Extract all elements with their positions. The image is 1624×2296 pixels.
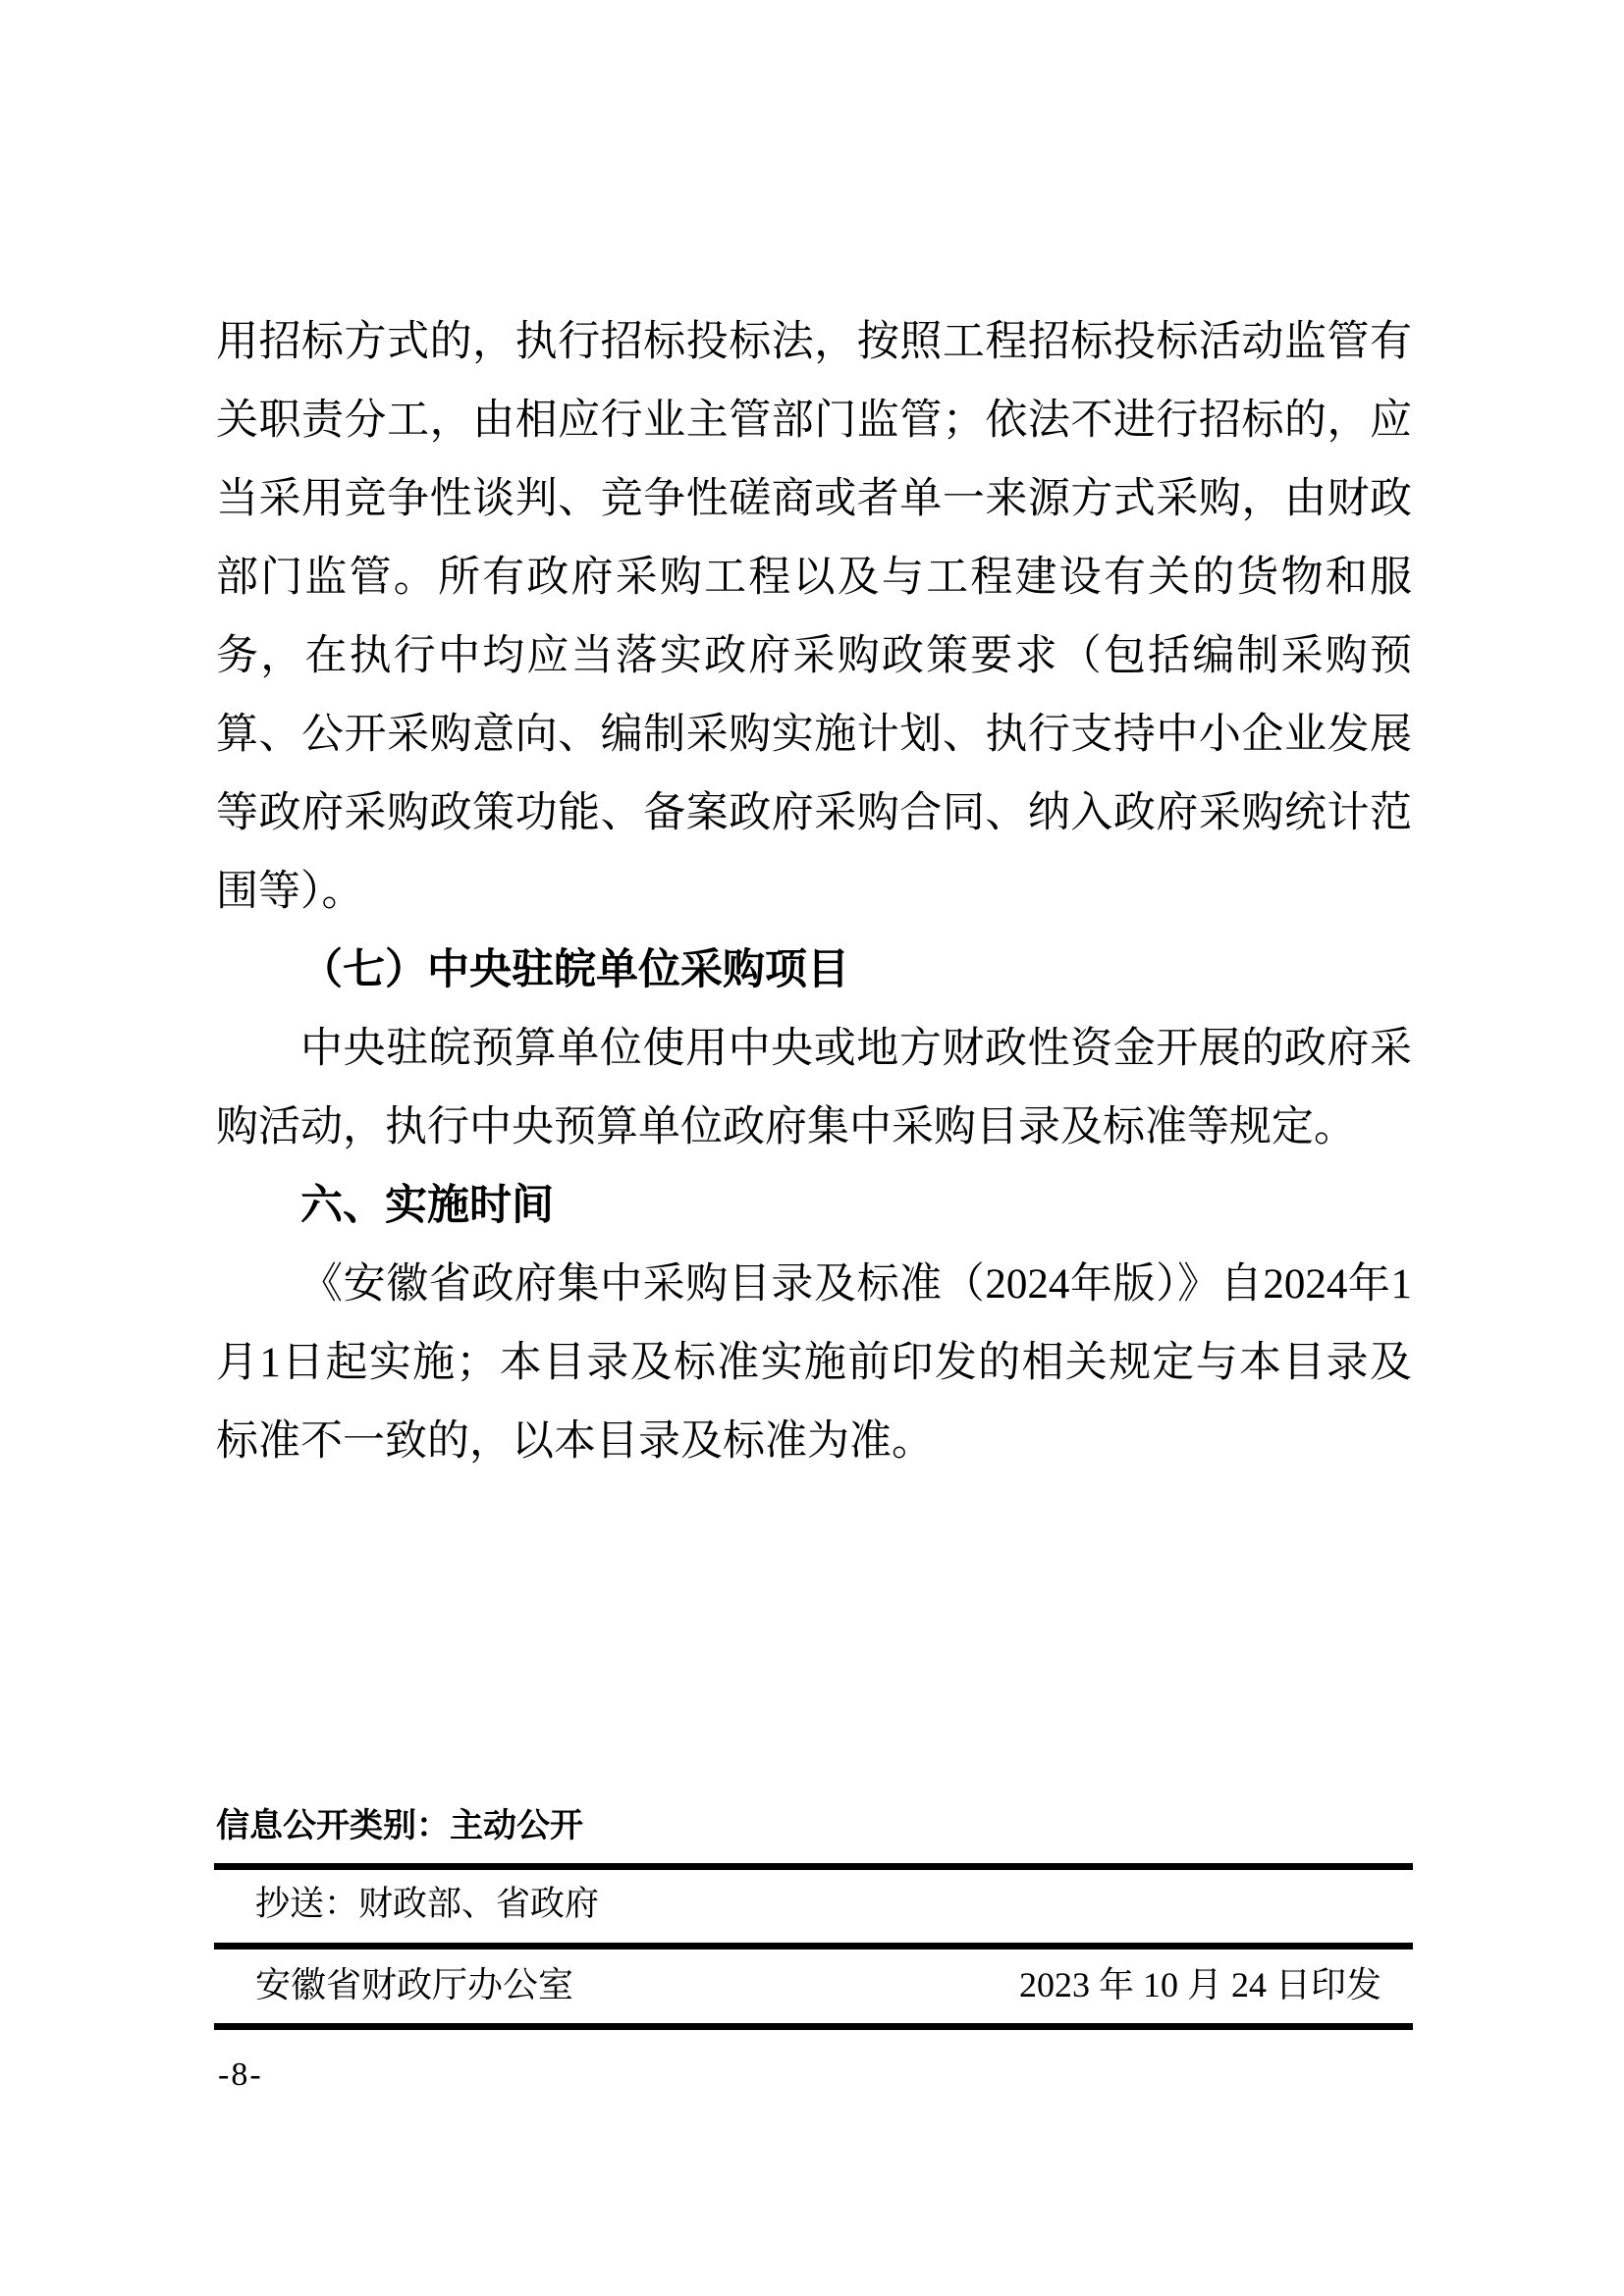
footer-divider-bottom	[214, 2023, 1413, 2030]
paragraph-implementation-date: 《安徽省政府集中采购目录及标准（2024年版）》自2024年1月1日起实施；本目录及标准实施前印发的相关规定与本目录及标准不一致的，以本目录及标准为准。	[216, 1261, 1412, 1465]
disclosure-category-label: 信息公开类别：主动公开	[216, 1807, 583, 1844]
paragraph-central-units-procurement: 中央驻皖预算单位使用中央或地方财政性资金开展的政府采购活动，执行中央预算单位政府集中采购目录及标准等规定。	[216, 1026, 1412, 1150]
cc-recipients-line: 抄送：财政部、省政府	[255, 1885, 600, 1923]
heading-section-six-implementation-time: 六、实施时间	[300, 1183, 554, 1229]
footer-divider-middle	[214, 1943, 1413, 1949]
heading-section-seven-central-units: （七）中央驻皖单位采购项目	[300, 947, 849, 993]
print-date: 2023 年 10 月 24 日印发	[1018, 1965, 1381, 2004]
issuing-office: 安徽省财政厅办公室	[255, 1965, 574, 2004]
issuer-row	[255, 1960, 1381, 2009]
footer-divider-top	[214, 1863, 1413, 1870]
document-body	[216, 303, 1412, 1481]
paragraph-tender-supervision: 用招标方式的，执行招标投标法，按照工程招标投标活动监管有关职责分工，由相应行业主管部门监管；依法不进行招标的，应当采用竞争性谈判、竞争性磋商或者单一来源方式采购，由财政部门监管。所有政府采购工程以及与工程建设有关的货物和服务，在执行中均应当落实政府采购政策要求（包括编制采购预算、公开采购意向、编制采购实施计划、执行支持中小企业发展等政府采购政策功能、备案政府采购合同、纳入政府采购统计范围等）。	[216, 319, 1412, 915]
page-number: -8-	[218, 2056, 263, 2093]
